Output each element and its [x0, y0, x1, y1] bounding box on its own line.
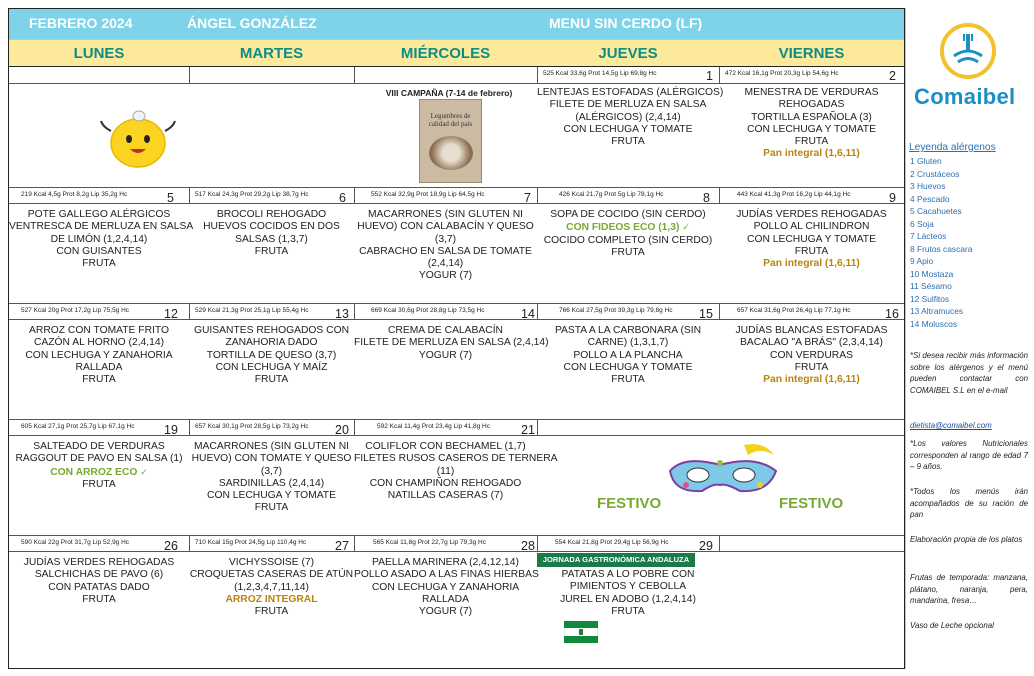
nutrition-info: 219 Kcal 4,5g Prot 8,2g Lip 35,2g Hc — [21, 191, 128, 198]
legumes-book-cover — [419, 99, 482, 183]
beans-image — [429, 136, 473, 170]
menu-friday-16: JUDÍAS BLANCAS ESTOFADAS BACALAO "A BRÁS" (2,3,4,14) CON VERDURAS FRUTA Pan integral (1,6,11) — [719, 325, 904, 386]
row-divider — [9, 303, 904, 304]
campaign-label: VIII CAMPAÑA (7-14 de febrero) — [385, 88, 513, 98]
menu-tuesday-20: MACARRONES (SIN GLUTEN NI HUEVO) CON TOMATE Y QUESO (3,7) SARDINILLAS (2,4,14) CON LECHUGA Y TOMATE FRUTA — [191, 441, 352, 514]
col-divider — [719, 187, 720, 203]
row-divider — [9, 535, 904, 536]
nutrition-info: 592 Kcal 11,4g Prot 23,4g Lip 41,8g Hc — [377, 423, 490, 430]
allergen-item: 12 Sulfitos — [910, 293, 950, 304]
col-divider — [537, 419, 538, 435]
student-name: ÁNGEL GONZÁLEZ — [187, 15, 317, 31]
col-divider — [719, 303, 720, 319]
menu-wednesday-7: MACARRONES (SIN GLUTEN NI HUEVO) CON CALABACÍN Y QUESO (3,7) CABRACHO EN SALSA DE TOMATE (2,4,14) YOGUR (7) — [357, 209, 534, 282]
day-number: 12 — [164, 307, 178, 321]
menu-friday-9: JUDÍAS VERDES REHOGADAS POLLO AL CHILINDRON CON LECHUGA Y TOMATE FRUTA Pan integral (1,6,11) — [719, 209, 904, 270]
nutrition-info: 529 Kcal 21,3g Prot 25,1g Lip 55,4g Hc — [195, 307, 309, 314]
day-number: 5 — [167, 191, 174, 205]
col-divider — [719, 67, 720, 83]
month-title: FEBRERO 2024 — [29, 15, 133, 31]
book-title: Legumbres de calidad del país — [428, 112, 473, 128]
allergen-item: 11 Sésamo — [910, 281, 952, 291]
day-number: 15 — [699, 307, 713, 321]
day-number: 29 — [699, 539, 713, 553]
col-divider — [537, 67, 538, 83]
andalusia-flag-icon — [564, 621, 598, 643]
nutrition-info: 590 Kcal 22g Prot 31,7g Lip 52,9g Hc — [21, 539, 130, 546]
allergen-item: 6 Soja — [910, 218, 934, 229]
allergen-item: 8 Frutos cascara — [910, 243, 973, 254]
day-number: 9 — [889, 191, 896, 205]
weekday-header — [9, 39, 904, 67]
row-divider — [9, 319, 904, 320]
day-number: 16 — [885, 307, 899, 321]
col-divider — [354, 187, 355, 203]
menu-calendar — [8, 8, 905, 669]
col-divider — [354, 67, 355, 83]
nutrition-info: 552 Kcal 32,9g Prot 18,9g Lip 64,5g Hc — [371, 191, 485, 198]
bread-note: Pan integral (1,6,11) — [763, 258, 860, 270]
allergen-item: 7 Lácteos — [910, 231, 947, 241]
info-note: *Si desea recibir más información sobre los alérgenos y el menú pueden contactar con COMAIBEL S.L en el e-mail — [910, 351, 1028, 395]
brand-name: Comaibel — [914, 84, 1016, 109]
row-divider — [9, 83, 904, 84]
day-number: 21 — [521, 423, 535, 437]
menu-monday-5: POTE GALLEGO ALÉRGICOS VENTRESCA DE MERLUZA EN SALSA DE LIMÓN (1,2,4,14) CON GUISANTES FRUTA — [9, 209, 194, 270]
menu-thursday-8: SOPA DE COCIDO (SIN CERDO) CON FIDEOS ECO (1,3) ✓ COCIDO COMPLETO (SIN CERDO) FRUTA — [543, 209, 713, 258]
nutrition-info: 766 Kcal 27,5g Prot 39,3g Lip 79,8g Hc — [559, 307, 673, 314]
contact-email[interactable]: dietista@comaibel.com — [910, 421, 992, 430]
festivo-thursday: FESTIVO — [597, 495, 662, 512]
menu-monday-26: JUDÍAS VERDES REHOGADAS SALCHICHAS DE PAVO (6) CON PATATAS DADO FRUTA — [23, 557, 175, 605]
col-divider — [537, 187, 538, 203]
bread-note: Pan integral (1,6,11) — [763, 374, 860, 386]
nutrition-info: 565 Kcal 11,8g Prot 22,7g Lip 79,3g Hc — [373, 539, 486, 546]
row-divider — [9, 187, 904, 188]
eco-leaf-icon: ✓ — [682, 222, 690, 233]
nutrition-info: 525 Kcal 33,6g Prot 14,5g Lip 69,8g Hc — [543, 70, 657, 77]
allergen-item: 14 Moluscos — [910, 318, 958, 329]
bread-note: *Todos los menús irán acompañados de su ración de pan — [910, 487, 1028, 520]
menu-monday-12: ARROZ CON TOMATE FRITO CAZÓN AL HORNO (2,4,14) CON LECHUGA Y ZANAHORIA RALLADA FRUTA — [25, 325, 173, 386]
eco-label: CON FIDEOS ECO (1,3) — [566, 222, 680, 234]
allergen-item: 1 Gluten — [910, 156, 942, 166]
col-divider — [354, 419, 355, 435]
day-number: 28 — [521, 539, 535, 553]
day-number: 2 — [889, 69, 896, 83]
allergen-item: 3 Huevos — [910, 181, 946, 191]
col-divider — [537, 535, 538, 551]
row-divider — [9, 551, 904, 552]
nutrition-info: 657 Kcal 30,1g Prot 28,5g Lip 73,2g Hc — [195, 423, 309, 430]
nutrition-info: 426 Kcal 21,7g Prot 5g Lip 78,1g Hc — [559, 191, 664, 198]
day-number: 26 — [164, 539, 178, 553]
menu-wednesday-21: COLIFLOR CON BECHAMEL (1,7) FILETES RUSOS CASEROS DE TERNERA (11) CON CHAMPIÑON REHOGADO NATILLAS CASERAS (7) — [354, 441, 558, 502]
nutrition-info: 657 Kcal 31,6g Prot 26,4g Lip 77,1g Hc — [737, 307, 851, 314]
menu-wednesday-14: CREMA DE CALABACÍN FILETE DE MERLUZA EN SALSA (2,4,14) YOGUR (7) — [354, 325, 549, 361]
allergen-item: 9 Apio — [910, 256, 934, 266]
day-thursday: JUEVES — [598, 45, 658, 62]
menu-tuesday-6: BROCOLI REHOGADO HUEVOS COCIDOS EN DOS SALSAS (1,3,7) FRUTA — [203, 209, 340, 257]
legend-title: Leyenda alérgenos — [909, 142, 996, 153]
menu-monday-19: SALTEADO DE VERDURAS RAGGOUT DE PAVO EN SALSA (1) CON ARROZ ECO ✓ FRUTA — [15, 441, 183, 490]
row-divider — [9, 435, 904, 436]
comaibel-logo-icon — [940, 22, 996, 80]
nutrition-info: 669 Kcal 30,6g Prot 28,8g Lip 73,5g Hc — [371, 307, 485, 314]
col-divider — [719, 535, 720, 551]
col-divider — [354, 303, 355, 319]
day-number: 20 — [335, 423, 349, 437]
nutrition-note: *Los valores Nutricionales corresponden al rango de edad 7 – 9 años. — [910, 439, 1028, 472]
day-tuesday: MARTES — [239, 45, 304, 62]
day-number: 13 — [335, 307, 349, 321]
nutrition-info: 554 Kcal 21,8g Prot 29,4g Lip 56,9g Hc — [555, 539, 669, 546]
col-divider — [189, 67, 190, 83]
menu-type: MENU SIN CERDO (LF) — [549, 15, 703, 31]
day-wednesday: MIÉRCOLES — [400, 45, 491, 62]
special-rice-label: ARROZ INTEGRAL — [225, 593, 318, 605]
menu-thursday-15: PASTA A LA CARBONARA (SIN CARNE) (1,3,1,7) POLLO A LA PLANCHA CON LECHUGA Y TOMATE FRUTA — [554, 325, 702, 386]
col-divider — [189, 419, 190, 435]
fruit-note: Frutas de temporada: manzana, plátano, naranja, pera, mandarina, fresa… — [910, 573, 1028, 606]
carnival-mask-icon — [664, 441, 782, 507]
nutrition-info: 605 Kcal 27,1g Prot 25,7g Lip 67,1g Hc — [21, 423, 135, 430]
menu-thursday-1: LENTEJAS ESTOFADAS (ALÉRGICOS) FILETE DE MERLUZA EN SALSA (ALÉRGICOS) (2,4,14) CON LECHUGA Y TOMATE FRUTA — [537, 87, 724, 148]
day-number: 27 — [335, 539, 349, 553]
row-divider — [9, 419, 904, 420]
col-divider — [189, 303, 190, 319]
nutrition-info: 472 Kcal 16,1g Prot 20,3g Lip 54,6g Hc — [725, 70, 839, 77]
col-divider — [354, 535, 355, 551]
eco-leaf-icon: ✓ — [140, 466, 148, 477]
day-number: 8 — [703, 191, 710, 205]
nutrition-info: 517 Kcal 24,3g Prot 29,2g Lip 38,7g Hc — [195, 191, 309, 198]
allergen-item: 10 Mostaza — [910, 268, 954, 279]
allergen-item: 5 Cacahuetes — [910, 206, 962, 216]
day-number: 7 — [524, 191, 531, 205]
allergen-item: 4 Pescado — [910, 193, 950, 204]
nutrition-info: 527 Kcal 20g Prot 17,2g Lip 75,5g Hc — [21, 307, 130, 314]
day-number: 1 — [706, 69, 713, 83]
day-number: 19 — [164, 423, 178, 437]
eco-label: CON ARROZ ECO — [50, 466, 138, 478]
col-divider — [189, 535, 190, 551]
milk-note: Vaso de Leche opcional — [910, 621, 994, 630]
menu-wednesday-28: PAELLA MARINERA (2,4,12,14) POLLO ASADO A LAS FINAS HIERBAS CON LECHUGA Y ZANAHORIA RALLADA YOGUR (7) — [354, 557, 539, 618]
col-divider — [537, 303, 538, 319]
allergen-item: 13 Altramuces — [910, 306, 964, 316]
festivo-friday: FESTIVO — [779, 495, 844, 512]
col-divider — [189, 187, 190, 203]
allergen-item: 2 Crustáceos — [910, 168, 960, 179]
nutrition-info: 710 Kcal 15g Prot 24,5g Lip 110,4g Hc — [195, 539, 307, 546]
menu-tuesday-13: GUISANTES REHOGADOS CON ZANAHORIA DADO TORTILLA DE QUESO (3,7) CON LECHUGA Y MAÍZ FRUTA — [193, 325, 350, 386]
row-divider — [9, 203, 904, 204]
andalusian-banner: JORNADA GASTRONÓMICA ANDALUZA — [537, 553, 695, 567]
day-number: 6 — [339, 191, 346, 205]
smiling-mascot-icon — [97, 107, 179, 171]
bread-note: Pan integral (1,6,11) — [763, 148, 860, 160]
day-number: 14 — [521, 307, 535, 321]
menu-thursday-29: PATATAS A LO POBRE CON PIMIENTOS Y CEBOLLA JUREL EN ADOBO (1,2,4,14) FRUTA — [560, 569, 696, 617]
day-monday: LUNES — [73, 45, 125, 62]
sidebar — [905, 8, 1031, 669]
menu-tuesday-27: VICHYSSOISE (7) CROQUETAS CASERAS DE ATÚN (1,2,3,4,7,11,14) ARROZ INTEGRAL FRUTA — [189, 557, 354, 618]
elaboration-note: Elaboración propia de los platos — [910, 535, 1023, 544]
title-bar — [9, 9, 904, 39]
menu-friday-2: MENESTRA DE VERDURAS REHOGADAS TORTILLA ESPAÑOLA (3) CON LECHUGA Y TOMATE FRUTA Pan integral (1,6,11) — [719, 87, 904, 161]
nutrition-info: 443 Kcal 41,3g Prot 16,2g Lip 44,1g Hc — [737, 191, 851, 198]
day-friday: VIERNES — [778, 45, 845, 62]
